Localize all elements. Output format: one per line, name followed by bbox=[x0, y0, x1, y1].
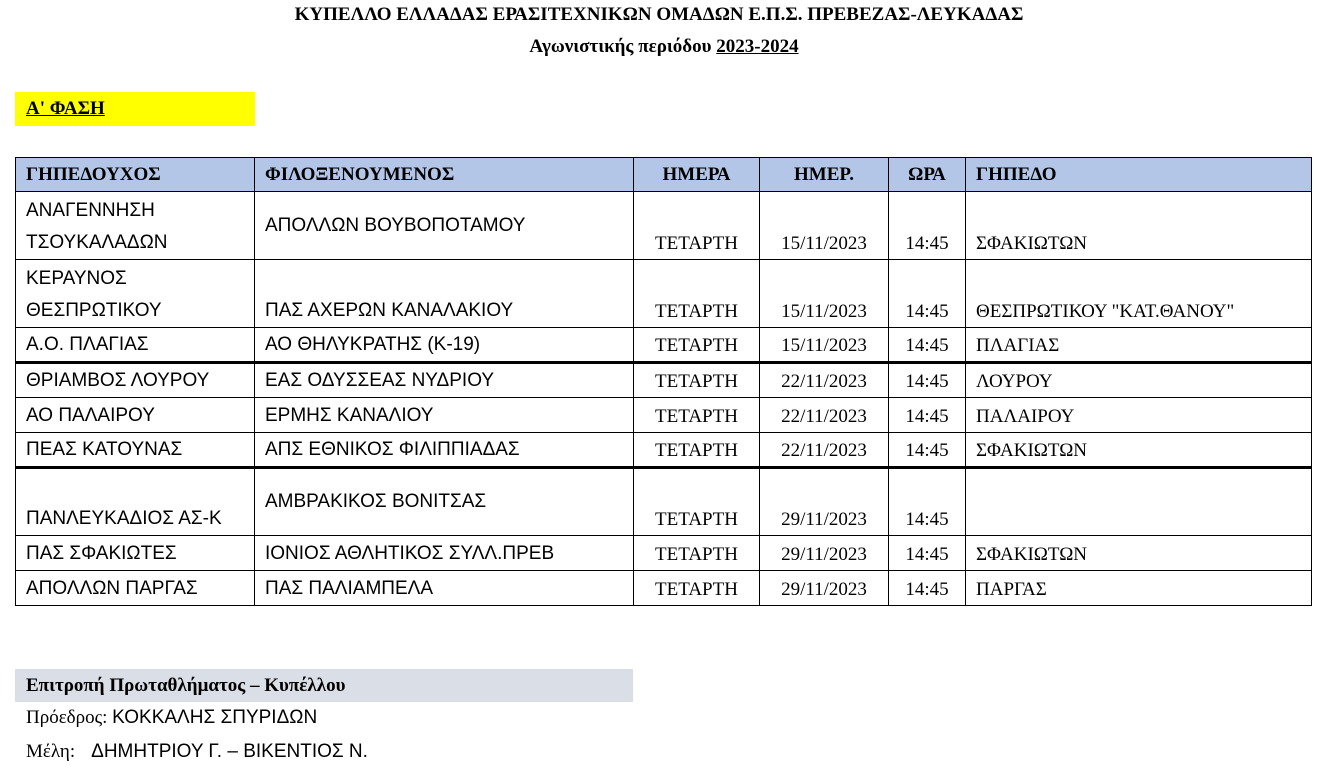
fixtures-table bbox=[15, 157, 1312, 606]
away-team-cell: ΙΟΝΙΟΣ ΑΘΛΗΤΙΚΟΣ ΣΥΛΛ.ΠΡΕΒ bbox=[255, 536, 634, 571]
members-label: Μέλη: bbox=[26, 741, 76, 762]
col-header-venue: ΓΗΠΕΔΟ bbox=[966, 158, 1312, 192]
committee-president bbox=[26, 707, 317, 729]
president-name: ΚΟΚΚΑΛΗΣ ΣΠΥΡΙΔΩΝ bbox=[112, 707, 318, 728]
away-team-cell: ΑΟ ΘΗΛΥΚΡΑΤΗΣ (Κ-19) bbox=[255, 328, 634, 363]
away-team-cell: ΕΡΜΗΣ ΚΑΝΑΛΙΟΥ bbox=[255, 398, 634, 433]
home-team-cell: ΠΕΑΣ ΚΑΤΟΥΝΑΣ bbox=[16, 433, 255, 468]
day-cell: ΤΕΤΑΡΤΗ bbox=[634, 571, 760, 606]
table-row bbox=[16, 398, 1312, 433]
season-prefix: Αγωνιστικής περιόδου bbox=[529, 36, 712, 57]
away-team-cell: ΑΜΒΡΑΚΙΚΟΣ ΒΟΝΙΤΣΑΣ bbox=[255, 468, 634, 536]
table-row bbox=[16, 468, 1312, 536]
away-team-cell: ΑΠΟΛΛΩΝ ΒΟΥΒΟΠΟΤΑΜΟΥ bbox=[255, 192, 634, 260]
col-header-day: ΗΜΕΡΑ bbox=[634, 158, 760, 192]
col-header-time: ΩΡΑ bbox=[889, 158, 966, 192]
date-cell: 29/11/2023 bbox=[760, 468, 889, 536]
day-cell: ΤΕΤΑΡΤΗ bbox=[634, 328, 760, 363]
document-title: ΚΥΠΕΛΛΟ ΕΛΛΑΔΑΣ ΕΡΑΣΙΤΕΧΝΙΚΩΝ ΟΜΑΔΩΝ Ε.Π.Σ. ΠΡΕΒΕΖΑΣ-ΛΕΥΚΑΔΑΣ bbox=[294, 4, 1024, 25]
date-cell: 22/11/2023 bbox=[760, 363, 889, 398]
day-cell: ΤΕΤΑΡΤΗ bbox=[634, 398, 760, 433]
time-cell: 14:45 bbox=[889, 260, 966, 328]
day-cell: ΤΕΤΑΡΤΗ bbox=[634, 363, 760, 398]
venue-cell: ΣΦΑΚΙΩΤΩΝ bbox=[966, 433, 1312, 468]
away-team-cell: ΕΑΣ ΟΔΥΣΣΕΑΣ ΝΥΔΡΙΟΥ bbox=[255, 363, 634, 398]
date-cell: 29/11/2023 bbox=[760, 536, 889, 571]
table-row bbox=[16, 260, 1312, 328]
away-team-cell: ΠΑΣ ΠΑΛΙΑΜΠΕΛΑ bbox=[255, 571, 634, 606]
time-cell: 14:45 bbox=[889, 468, 966, 536]
time-cell: 14:45 bbox=[889, 536, 966, 571]
table-row bbox=[16, 571, 1312, 606]
president-label: Πρόεδρος: bbox=[26, 707, 108, 728]
day-cell: ΤΕΤΑΡΤΗ bbox=[634, 260, 760, 328]
season-subtitle bbox=[0, 36, 1318, 58]
day-cell: ΤΕΤΑΡΤΗ bbox=[634, 468, 760, 536]
venue-cell: ΣΦΑΚΙΩΤΩΝ bbox=[966, 192, 1312, 260]
time-cell: 14:45 bbox=[889, 328, 966, 363]
date-cell: 15/11/2023 bbox=[760, 328, 889, 363]
venue-cell: ΣΦΑΚΙΩΤΩΝ bbox=[966, 536, 1312, 571]
away-team-cell: ΠΑΣ ΑΧΕΡΩΝ ΚΑΝΑΛΑΚΙΟΥ bbox=[255, 260, 634, 328]
venue-cell: ΠΛΑΓΙΑΣ bbox=[966, 328, 1312, 363]
table-row bbox=[16, 433, 1312, 468]
venue-cell bbox=[966, 468, 1312, 536]
home-team-cell: Α.Ο. ΠΛΑΓΙΑΣ bbox=[16, 328, 255, 363]
home-team-cell: ΠΑΣ ΣΦΑΚΙΩΤΕΣ bbox=[16, 536, 255, 571]
home-team-cell: ΑΠΟΛΛΩΝ ΠΑΡΓΑΣ bbox=[16, 571, 255, 606]
time-cell: 14:45 bbox=[889, 433, 966, 468]
table-row bbox=[16, 328, 1312, 363]
col-header-date: ΗΜΕΡ. bbox=[760, 158, 889, 192]
venue-cell: ΠΑΡΓΑΣ bbox=[966, 571, 1312, 606]
home-team-cell: ΑΟ ΠΑΛΑΙΡΟΥ bbox=[16, 398, 255, 433]
home-team-cell: ΑΝΑΓΕΝΝΗΣΗ ΤΣΟΥΚΑΛΑΔΩΝ bbox=[16, 192, 255, 260]
committee-members bbox=[26, 741, 368, 763]
venue-cell: ΠΑΛΑΙΡΟΥ bbox=[966, 398, 1312, 433]
col-header-home: ΓΗΠΕΔΟΥΧΟΣ bbox=[16, 158, 255, 192]
time-cell: 14:45 bbox=[889, 192, 966, 260]
venue-cell: ΘΕΣΠΡΩΤΙΚΟΥ "ΚΑΤ.ΘΑΝΟΥ" bbox=[966, 260, 1312, 328]
members-names: ΔΗΜΗΤΡΙΟΥ Γ. – ΒΙΚΕΝΤΙΟΣ Ν. bbox=[91, 741, 368, 762]
date-cell: 22/11/2023 bbox=[760, 398, 889, 433]
time-cell: 14:45 bbox=[889, 363, 966, 398]
phase-label: Α' ΦΑΣΗ bbox=[15, 92, 255, 126]
date-cell: 22/11/2023 bbox=[760, 433, 889, 468]
table-row bbox=[16, 363, 1312, 398]
date-cell: 15/11/2023 bbox=[760, 260, 889, 328]
date-cell: 29/11/2023 bbox=[760, 571, 889, 606]
day-cell: ΤΕΤΑΡΤΗ bbox=[634, 536, 760, 571]
home-team-cell: ΚΕΡΑΥΝΟΣ ΘΕΣΠΡΩΤΙΚΟΥ bbox=[16, 260, 255, 328]
time-cell: 14:45 bbox=[889, 571, 966, 606]
season-value: 2023-2024 bbox=[716, 36, 799, 57]
table-row bbox=[16, 192, 1312, 260]
home-team-cell: ΠΑΝΛΕΥΚΑΔΙΟΣ ΑΣ-Κ bbox=[16, 468, 255, 536]
table-row bbox=[16, 536, 1312, 571]
day-cell: ΤΕΤΑΡΤΗ bbox=[634, 192, 760, 260]
home-team-cell: ΘΡΙΑΜΒΟΣ ΛΟΥΡΟΥ bbox=[16, 363, 255, 398]
time-cell: 14:45 bbox=[889, 398, 966, 433]
col-header-away: ΦΙΛΟΞΕΝΟΥΜΕΝΟΣ bbox=[255, 158, 634, 192]
venue-cell: ΛΟΥΡΟΥ bbox=[966, 363, 1312, 398]
table-header-row bbox=[16, 158, 1312, 192]
day-cell: ΤΕΤΑΡΤΗ bbox=[634, 433, 760, 468]
away-team-cell: ΑΠΣ ΕΘΝΙΚΟΣ ΦΙΛΙΠΠΙΑΔΑΣ bbox=[255, 433, 634, 468]
date-cell: 15/11/2023 bbox=[760, 192, 889, 260]
committee-heading: Επιτροπή Πρωταθλήματος – Κυπέλλου bbox=[15, 669, 633, 702]
